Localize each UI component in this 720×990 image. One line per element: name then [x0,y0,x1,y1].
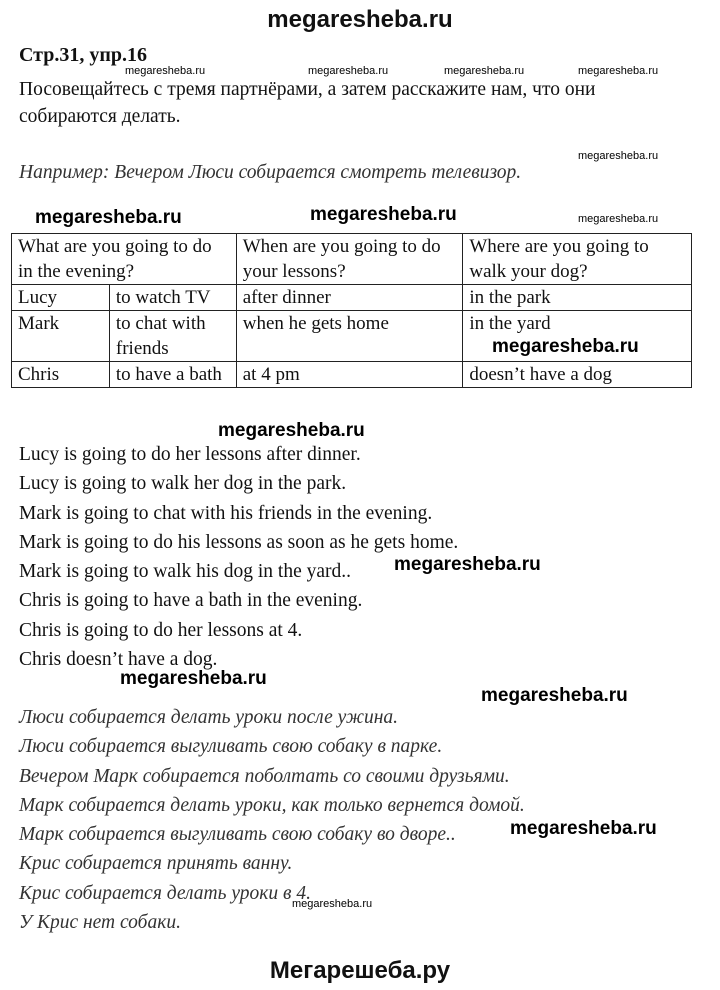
row-lessons: when he gets home [236,311,463,362]
exercise-title: Стр.31, упр.16 [19,44,148,66]
watermark: megaresheba.ru [578,65,659,77]
row-evening: to chat with friends [109,311,236,362]
watermark: megaresheba.ru [292,898,373,910]
answer-line: Chris doesn’t have a dog. [19,649,218,671]
translation-line: Крис собирается делать уроки в 4. [19,882,311,904]
watermark: megaresheba.ru [578,150,659,162]
row-name: Mark [12,311,110,362]
answer-line: Chris is going to do her lessons at 4. [19,619,303,641]
watermark: megaresheba.ru [578,213,659,225]
watermark: megaresheba.ru [125,65,206,77]
header-dog: Where are you going to walk your dog? [463,234,692,285]
watermark: megaresheba.ru [394,554,541,575]
row-dog: doesn’t have a dog [463,362,692,388]
table-header-row [12,234,692,285]
watermark: megaresheba.ru [510,818,657,839]
watermark: megaresheba.ru [444,65,525,77]
row-evening: to have a bath [109,362,236,388]
watermark: megaresheba.ru [218,420,365,441]
translation-line: Марк собирается выгуливать свою собаку во дворе.. [19,824,456,846]
exercise-task: Посовещайтесь с тремя партнёрами, а затем расскажите нам, что они собираются делать. [19,79,596,127]
watermark: megaresheba.ru [492,336,639,357]
translation-line: Люси собирается делать уроки после ужина. [19,707,399,728]
table-row [12,285,692,311]
site-footer: Мегарешеба.ру [269,957,451,984]
header-evening: What are you going to do in the evening? [12,234,237,285]
answer-line: Lucy is going to walk her dog in the park. [19,473,347,495]
watermark: megaresheba.ru [35,207,182,228]
translation-line: Марк собирается делать уроки, как только вернется домой. [19,794,525,816]
table-row [12,362,692,388]
russian-answers [19,703,525,937]
answer-line: Mark is going to do his lessons as soon as he gets home. [19,531,459,553]
row-name: Chris [12,362,110,388]
answer-line: Mark is going to chat with his friends in the evening. [19,502,433,524]
translation-line: Люси собирается выгуливать свою собаку в парке. [19,736,443,758]
row-dog: in the yard [463,311,692,362]
row-name: Lucy [12,285,110,311]
translation-line: Крис собирается принять ванну. [19,853,293,875]
answer-line: Lucy is going to do her lessons after dinner. [19,444,361,465]
survey-table [11,233,692,388]
exercise-example: Например: Вечером Люси собирается смотреть телевизор. [19,162,522,183]
translation-line: У Крис нет собаки. [19,912,181,934]
row-lessons: at 4 pm [236,362,463,388]
watermark: megaresheba.ru [310,204,457,225]
answer-line: Chris is going to have a bath in the evening. [19,590,363,612]
row-dog: in the park [463,285,692,311]
translation-line: Вечером Марк собирается поболтать со своими друзьями. [19,765,510,787]
row-lessons: after dinner [236,285,463,311]
row-evening: to watch TV [109,285,236,311]
answer-line: Mark is going to walk his dog in the yard.. [19,561,352,583]
watermark: megaresheba.ru [120,668,267,689]
english-answers [19,440,458,674]
site-header: megaresheba.ru [267,6,453,33]
header-lessons: When are you going to do your lessons? [236,234,463,285]
watermark: megaresheba.ru [308,65,389,77]
watermark: megaresheba.ru [481,685,628,706]
